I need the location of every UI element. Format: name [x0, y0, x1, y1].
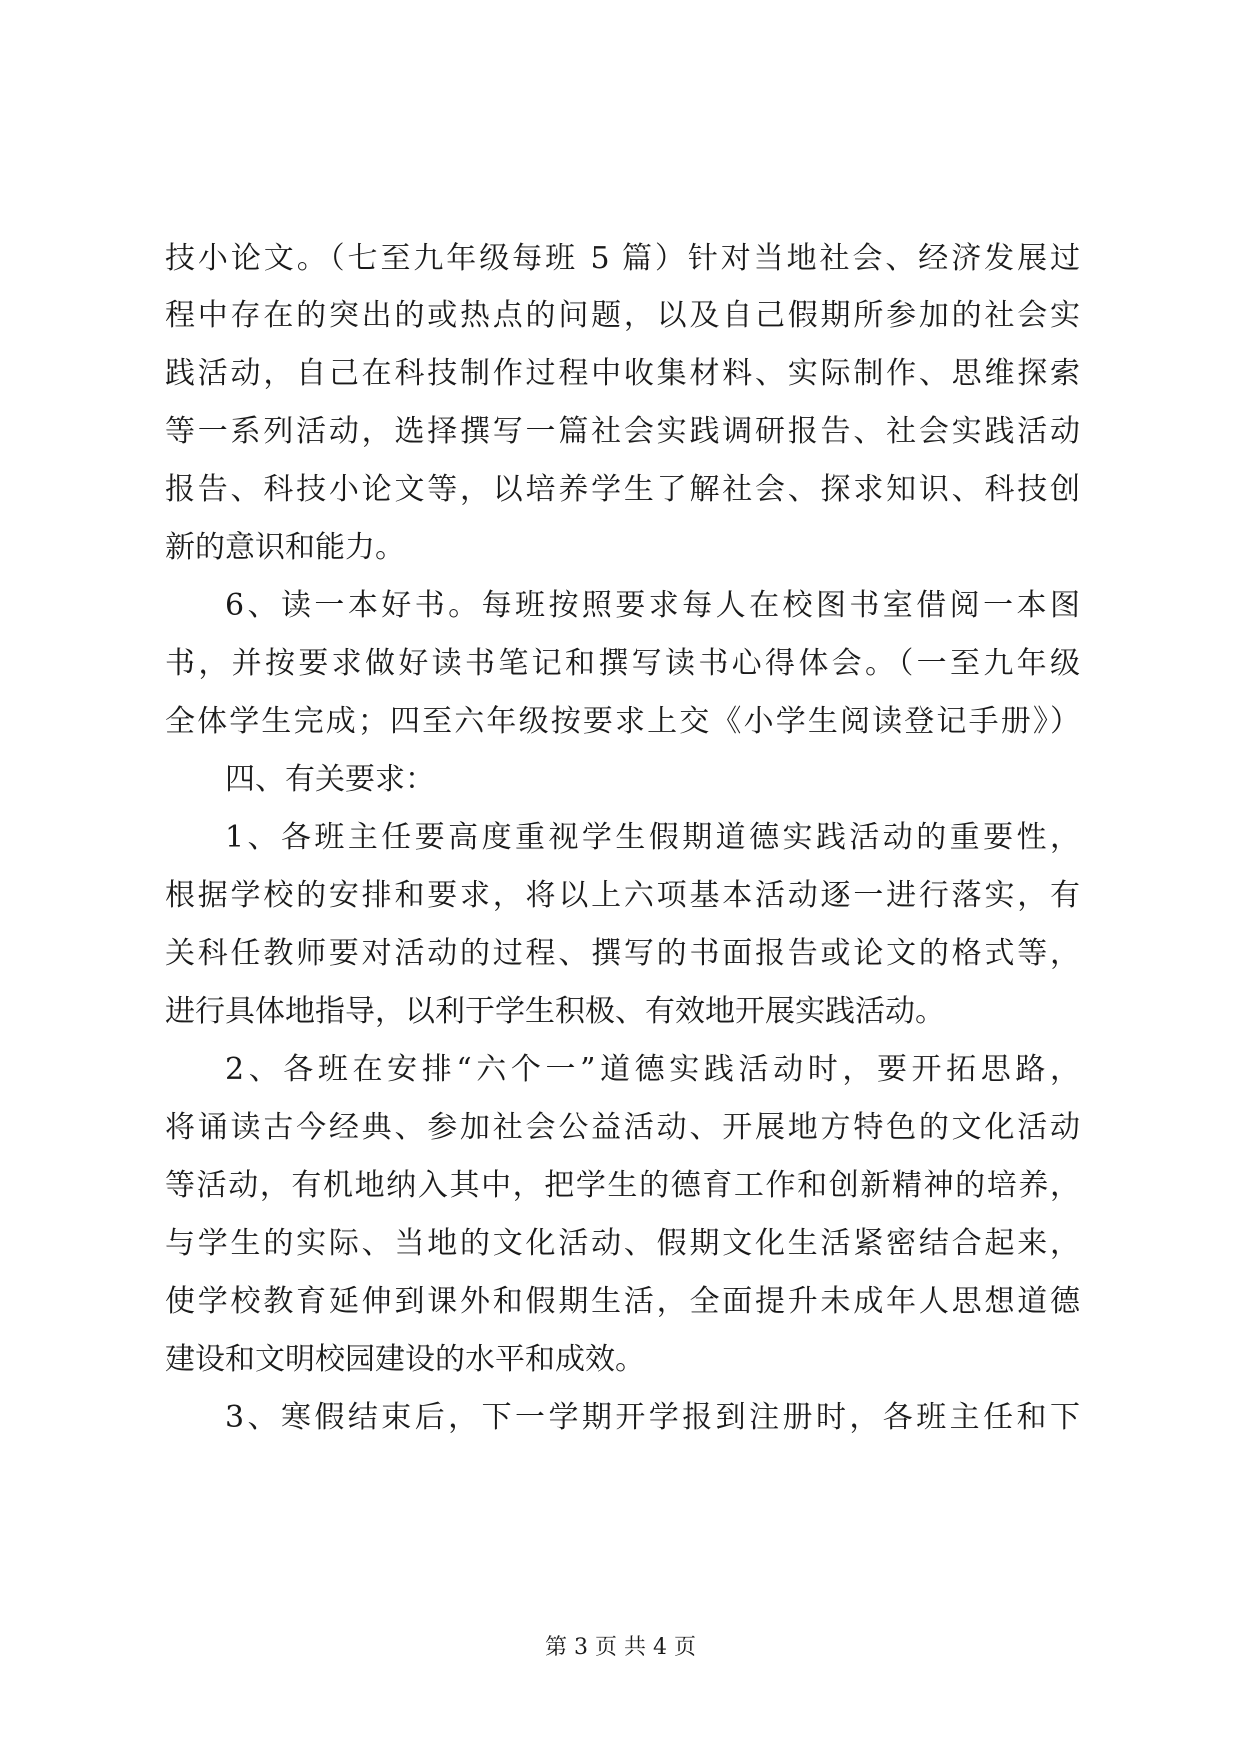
- paragraph-first-line: 2、各班在安排“六个一”道德实践活动时，要开拓思路，: [225, 1052, 1080, 1087]
- text-line: 新的意识和能力。: [165, 530, 405, 565]
- paragraph-first-line: 6、读一本好书。每班按照要求每人在校图书室借阅一本图: [225, 588, 1080, 623]
- text-line: 全体学生完成；四至六年级按要求上交《小学生阅读登记手册》）: [165, 704, 1080, 739]
- text-line: 使学校教育延伸到课外和假期生活，全面提升未成年人思想道德: [165, 1284, 1080, 1319]
- text-line: 关科任教师要对活动的过程、撰写的书面报告或论文的格式等，: [165, 936, 1080, 971]
- page-footer: 第 3 页 共 4 页: [545, 1635, 696, 1660]
- text-line: 将诵读古今经典、参加社会公益活动、开展地方特色的文化活动: [165, 1110, 1080, 1145]
- text-line: 等一系列活动，选择撰写一篇社会实践调研报告、社会实践活动: [165, 414, 1080, 449]
- text-line: 根据学校的安排和要求，将以上六项基本活动逐一进行落实，有: [165, 878, 1080, 913]
- text-line: 报告、科技小论文等，以培养学生了解社会、探求知识、科技创: [165, 472, 1080, 507]
- paragraph-first-line: 1、各班主任要高度重视学生假期道德实践活动的重要性，: [225, 820, 1080, 855]
- text-line: 践活动，自己在科技制作过程中收集材料、实际制作、思维探索: [165, 356, 1080, 391]
- section-heading: 四、有关要求：: [225, 762, 435, 797]
- text-line: 程中存在的突出的或热点的问题，以及自己假期所参加的社会实: [165, 298, 1080, 333]
- text-line: 技小论文。（七至九年级每班 5 篇）针对当地社会、经济发展过: [165, 241, 1080, 276]
- text-line: 等活动，有机地纳入其中，把学生的德育工作和创新精神的培养，: [165, 1168, 1080, 1203]
- text-line: 与学生的实际、当地的文化活动、假期文化生活紧密结合起来，: [165, 1226, 1080, 1261]
- text-line: 书，并按要求做好读书笔记和撰写读书心得体会。（一至九年级: [165, 646, 1080, 681]
- paragraph-first-line: 3、寒假结束后，下一学期开学报到注册时，各班主任和下: [225, 1400, 1080, 1435]
- text-line: 进行具体地指导，以利于学生积极、有效地开展实践活动。: [165, 994, 945, 1029]
- text-line: 建设和文明校园建设的水平和成效。: [165, 1342, 645, 1377]
